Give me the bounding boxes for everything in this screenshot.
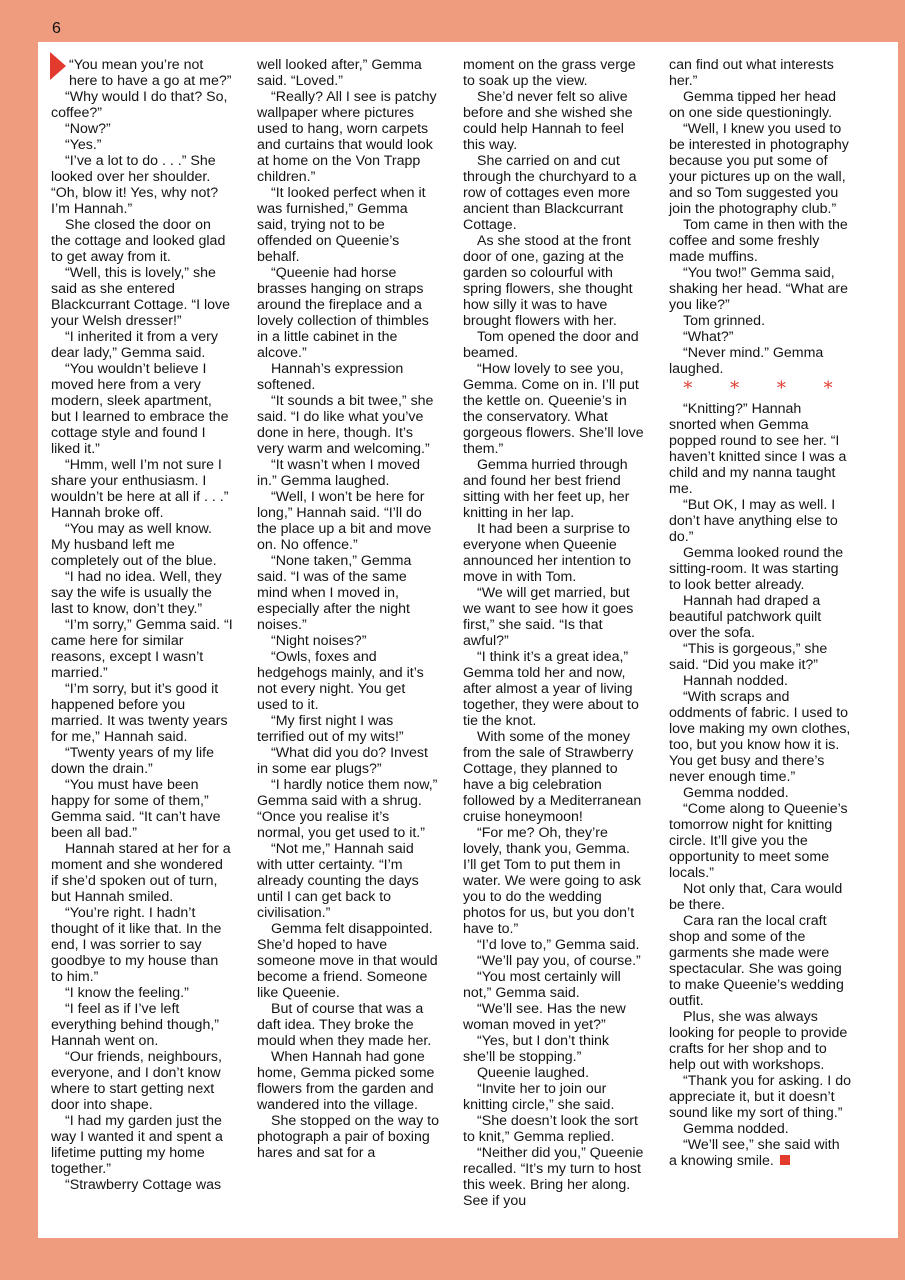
paragraph: Queenie laughed. (477, 1065, 590, 1081)
paragraph: Hannah nodded. (683, 673, 788, 689)
paragraph: “Our friends, neighbours, everyone, and I don’t know where to start getting next door into shape. (51, 1049, 222, 1113)
paragraph: Tom grinned. (683, 313, 766, 329)
paragraph: “I’d love to,” Gemma said. (477, 937, 640, 953)
paragraph: “Well, I knew you used to be interested in photography because you put some of your pictures up on the wall, and so Tom suggested you join the photography club.” (669, 121, 849, 217)
paragraph: With some of the money from the sale of Strawberry Cottage, they planned to have a big celebration followed by a Mediterranean cruise honeymoon! (463, 729, 642, 825)
paragraph: “Well, this is lovely,” she said as she entered Blackcurrant Cottage. “I love your Welsh dresser!” (51, 265, 230, 329)
paragraph: “Hmm, well I’m not sure I share your enthusiasm. I wouldn’t be here at all if . . .” Hannah broke off. (51, 457, 229, 521)
paragraph: “It looked perfect when it was furnished,” Gemma said, trying not to be offended on Queenie’s behalf. (257, 185, 426, 265)
paragraph: can find out what interests her.” (669, 57, 834, 89)
paragraph: “I hardly notice them now,” Gemma said with a shrug. “Once you realise it’s normal, you get used to it.” (257, 777, 438, 841)
paragraph: “You two!” Gemma said, shaking her head. “What are you like?” (669, 265, 849, 313)
paragraph: Hannah had draped a beautiful patchwork quilt over the sofa. (669, 593, 822, 641)
paragraph: Not only that, Cara would be there. (669, 881, 843, 913)
paragraph: “I think it’s a great idea,” Gemma told her and now, after almost a year of living together, they were about to tie the knot. (463, 649, 639, 729)
paragraph: “You must have been happy for some of them,” Gemma said. “It can’t have been all bad.” (51, 777, 221, 841)
paragraph: “I had my garden just the way I wanted it and spent a lifetime putting my home together.” (51, 1113, 223, 1177)
paragraph: “Neither did you,” Queenie recalled. “It’s my turn to host this week. Bring her along. See if you (463, 1145, 644, 1209)
paragraph: “Queenie had horse brasses hanging on straps around the fireplace and a lovely collection of thimbles in a little cabinet in the alcove.” (257, 265, 429, 361)
paragraph: When Hannah had gone home, Gemma picked some flowers from the garden and wandered into the village. (257, 1049, 435, 1113)
end-of-story-square-icon (780, 1155, 790, 1165)
paragraph: “Really? All I see is patchy wallpaper where pictures used to hang, worn carpets and curtains that would look at home on the Von Trapp children.” (257, 89, 437, 185)
paragraph: She carried on and cut through the churchyard to a row of cottages even more ancient than Blackcurrant Cottage. (463, 153, 637, 233)
paragraph: “You mean you’re not here to have a go at me?” (69, 57, 232, 89)
paragraph: “But OK, I may as well. I don’t have anything else to do.” (669, 497, 838, 545)
section-divider-stars: * * * * (683, 378, 849, 399)
paragraph: “Thank you for asking. I do appreciate it, but it doesn’t sound like my sort of thing.” (669, 1073, 851, 1121)
paragraph: “Invite her to join our knitting circle,” she said. (463, 1081, 615, 1113)
paragraph: “You wouldn’t believe I moved here from a very modern, sleek apartment, but I learned to embrace the cottage style and found I liked it.” (51, 361, 229, 457)
paragraph: “Well, I won’t be here for long,” Hannah said. “I’ll do the place up a bit and move on. No offence.” (257, 489, 432, 553)
paragraph: “Owls, foxes and hedgehogs mainly, and it’s not every night. You get used to it. (257, 649, 424, 713)
paragraph: It had been a surprise to everyone when Queenie announced her intention to move in with Tom. (463, 521, 632, 585)
paragraph: Gemma hurried through and found her best friend sitting with her feet up, her knitting in her lap. (463, 457, 630, 521)
paragraph: “You’re right. I hadn’t thought of it like that. In the end, I was sorrier to say goodbye to my house than to him.” (51, 905, 222, 985)
paragraph: “Yes, but I don’t think she’ll be stopping.” (463, 1033, 609, 1065)
paragraph: well looked after,” Gemma said. “Loved.” (257, 57, 422, 89)
paragraph: “What?” (683, 329, 734, 345)
paragraph: “How lovely to see you, Gemma. Come on in. I’ll put the kettle on. Queenie’s in the conservatory. What gorgeous flowers. She’ll love them.” (463, 361, 644, 457)
paragraph: “We’ll see,” she said with a knowing smile. (669, 1137, 840, 1169)
paragraph: Gemma nodded. (683, 1121, 789, 1137)
paragraph: “Night noises?” (271, 633, 367, 649)
paragraph: “What did you do? Invest in some ear plugs?” (257, 745, 428, 777)
paragraph: “I had no idea. Well, they say the wife is usually the last to know, don’t they.” (51, 569, 222, 617)
paragraph: “Strawberry Cottage was (65, 1177, 222, 1193)
paragraph: “None taken,” Gemma said. “I was of the same mind when I moved in, especially after the night noises.” (257, 553, 412, 633)
paragraph: “Now?” (65, 121, 111, 137)
paragraph: As she stood at the front door of one, gazing at the garden so colourful with spring flowers, she thought how silly it was to have brought flowers with her. (463, 233, 633, 329)
paragraph: Plus, she was always looking for people to provide crafts for her shop and to help out with workshops. (669, 1009, 848, 1073)
paragraph: “Twenty years of my life down the drain.” (51, 745, 215, 777)
text-column-1 (51, 57, 233, 1193)
paragraph: “We’ll see. Has the new woman moved in yet?” (463, 1001, 626, 1033)
page-number: 6 (52, 20, 61, 37)
paragraph: “It wasn’t when I moved in.” Gemma laughed. (257, 457, 421, 489)
paragraph: She’d never felt so alive before and she wished she could help Hannah to feel this way. (463, 89, 633, 153)
paragraph: “Not me,” Hannah said with utter certainty. “I’m already counting the days until I can get back to civilisation.” (257, 841, 419, 921)
paragraph: Hannah’s expression softened. (257, 361, 404, 393)
paragraph: Tom came in then with the coffee and some freshly made muffins. (669, 217, 848, 265)
paragraph: Gemma tipped her head on one side questioningly. (669, 89, 837, 121)
paragraph: “You most certainly will not,” Gemma said. (463, 969, 621, 1001)
paragraph: “Knitting?” Hannah snorted when Gemma popped round to see her. “I haven’t knitted since I was a child and my nanna taught me. (669, 401, 847, 497)
paragraph: “You may as well know. My husband left me completely out of the blue. (51, 521, 217, 569)
paragraph: Tom opened the door and beamed. (463, 329, 639, 361)
paragraph: “I’ve a lot to do . . .” She looked over her shoulder. “Oh, blow it! Yes, why not? I’m Hannah.” (51, 153, 219, 217)
paragraph: “For me? Oh, they’re lovely, thank you, Gemma. I’ll get Tom to put them in water. We were going to ask you to do the wedding photos for us, but you don’t have to.” (463, 825, 641, 937)
text-column-3 (463, 57, 645, 1209)
paragraph: moment on the grass verge to soak up the view. (463, 57, 636, 89)
text-column-2 (257, 57, 439, 1161)
paragraph: “Yes.” (65, 137, 102, 153)
paragraph: “I know the feeling.” (65, 985, 189, 1001)
paragraph: “It sounds a bit twee,” she said. “I do like what you’ve done in here, though. It’s very warm and welcoming.” (257, 393, 434, 457)
paragraph: “I’m sorry, but it’s good it happened before you married. It was twenty years for me,” Hannah said. (51, 681, 228, 745)
paragraph: “With scraps and oddments of fabric. I used to love making my own clothes, too, but you know how it is. You get busy and there’s never enough time.” (669, 689, 851, 785)
paragraph: “I feel as if I’ve left everything behind though,” Hannah went on. (51, 1001, 220, 1049)
paragraph: “My first night I was terrified out of my wits!” (257, 713, 404, 745)
text-column-4 (669, 57, 851, 1169)
paragraph: “I inherited it from a very dear lady,” Gemma said. (51, 329, 218, 361)
paragraph: “She doesn’t look the sort to knit,” Gemma replied. (463, 1113, 638, 1145)
paragraph: She closed the door on the cottage and looked glad to get away from it. (51, 217, 226, 265)
paragraph: Gemma looked round the sitting-room. It was starting to look better already. (669, 545, 844, 593)
paragraph: Hannah stared at her for a moment and she wondered if she’d spoken out of turn, but Hannah smiled. (51, 841, 231, 905)
paragraph: “We’ll pay you, of course.” (477, 953, 641, 969)
paragraph: But of course that was a daft idea. They broke the mould when they made her. (257, 1001, 432, 1049)
paragraph: Cara ran the local craft shop and some of the garments she made were spectacular. She was going to make Queenie’s wedding outfit. (669, 913, 844, 1009)
paragraph: Gemma nodded. (683, 785, 789, 801)
paragraph: “Never mind.” Gemma laughed. (669, 345, 824, 377)
paragraph: “Why would I do that? So, coffee?” (51, 89, 228, 121)
paragraph: She stopped on the way to photograph a pair of boxing hares and sat for a (257, 1113, 440, 1161)
paragraph: Gemma felt disappointed. She’d hoped to have someone move in that would become a friend. Someone like Queenie. (257, 921, 438, 1001)
paragraph: “I’m sorry,” Gemma said. “I came here for similar reasons, except I wasn’t married.” (51, 617, 233, 681)
paragraph: “This is gorgeous,” she said. “Did you make it?” (669, 641, 828, 673)
paragraph: “We will get married, but we want to see how it goes first,” she said. “Is that awful?” (463, 585, 634, 649)
paragraph: “Come along to Queenie’s tomorrow night for knitting circle. It’ll give you the opportunity to meet some locals.” (669, 801, 848, 881)
